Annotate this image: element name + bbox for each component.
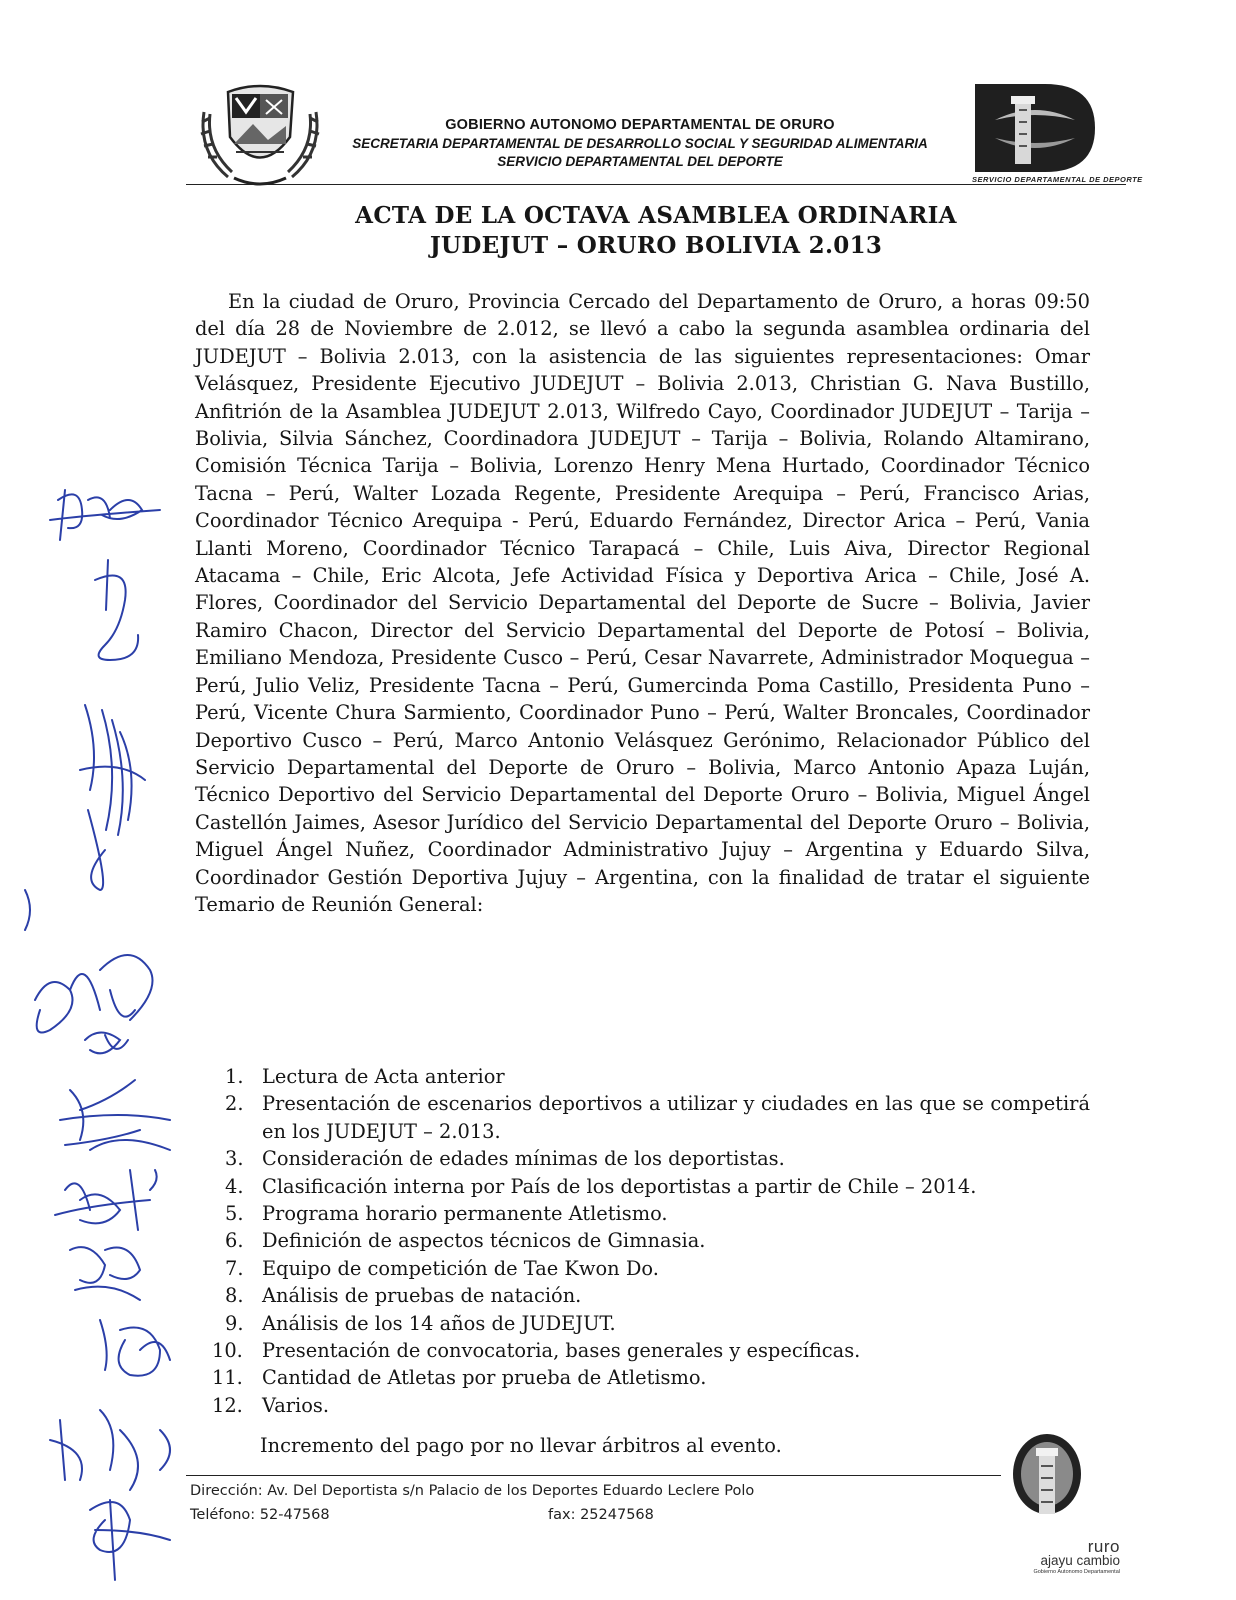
header-government-name: GOBIERNO AUTONOMO DEPARTAMENTAL DE ORURO [445, 117, 835, 133]
body-paragraph: En la ciudad de Oruro, Provincia Cercado del Departamento de Oruro, a horas 09:50 del día 28 de Noviembre de 2.012, se llevó a cabo la segunda asamblea ordinaria del JUDEJUT – Bolivia 2.013, con la asistencia de las siguientes representaciones: Omar Velásquez, Presidente Ejecutivo JUDEJUT – Bolivia 2.013, Christian G. Nava Bustillo, Anfitrión de la Asamblea JUDEJUT 2.013, Wilfredo Cayo, Coordinador JUDEJUT – Tarija – Bolivia, Silvia Sánchez, Coordinadora JUDEJUT – Tarija – Bolivia, Rolando Altamirano, Comisión Técnica Tarija – Bolivia, Lorenzo Henry Mena Hurtado, Coordinador Técnico Tacna – Perú, Walter Lozada Regente, Presidente Arequipa – Perú, Francisco Arias, Coordinador Técnico Arequipa - Perú, Eduardo Fernández, Director Arica – Perú, Vania Llanti Moreno, Coordinador Técnico Tarapacá – Chile, Luis Aiva, Director Regional Atacama – Chile, Eric Alcota, Jefe Actividad Física y Deportiva Arica – Chile, José A. Flores, Coordinador del Servicio Departamental del Deporte de Sucre – Bolivia, Javier Ramiro Chacon, Director del Servicio Departamental del Deporte de Potosí – Bolivia, Emiliano Mendoza, Presidente Cusco – Perú, Cesar Navarrete, Administrador Moquegua – Perú, Julio Veliz, Presidente Tacna – Perú, Gumercinda Poma Castillo, Presidenta Puno – Perú, Vicente Chura Sarmiento, Coordinador Puno – Perú, Walter Broncales, Coordinador Deportivo Cusco – Perú, Marco Antonio Velásquez Gerónimo, Relacionador Público del Servicio Departamental del Deporte de Oruro – Bolivia, Marco Antonio Apaza Luján, Técnico Deportivo del Servicio Departamental del Deporte Oruro – Bolivia, Miguel Ángel Castellón Jaimes, Asesor Jurídico del Servicio Departamental del Deporte Oruro – Bolivia, Miguel Ángel Nuñez, Coordinador Administrativo Jujuy – Argentina y Eduardo Silva, Coordinador Gestión Deportiva Jujuy – Argentina, con la finalidad de tratar el siguiente Temario de Reunión General: [195, 290, 1090, 916]
agenda-number: 5. [225, 1202, 244, 1226]
agenda-text: Clasificación interna por País de los deportistas a partir de Chile – 2014. [262, 1174, 977, 1198]
agenda-item [195, 1282, 1090, 1309]
agenda-item [195, 1090, 1090, 1145]
agenda-number: 9. [225, 1311, 244, 1335]
footer-address: Dirección: Av. Del Deportista s/n Palacio de los Deportes Eduardo Leclere Polo [190, 1483, 755, 1499]
agenda-number: 3. [225, 1147, 244, 1171]
right-logo-caption: SERVICIO DEPARTAMENTAL DE DEPORTE [972, 175, 1143, 184]
footer-logo-word-top: ruro [1087, 1537, 1120, 1556]
agenda-item [195, 1227, 1090, 1254]
agenda-number: 4. [225, 1174, 244, 1198]
oruro-lighthouse-logo-icon [1008, 1430, 1086, 1545]
sports-service-logo-icon [975, 80, 1100, 175]
agenda-number: 12. [212, 1393, 243, 1417]
agenda-text: Presentación de convocatoria, bases generales y específicas. [262, 1339, 861, 1363]
agenda-text: Varios. [262, 1393, 330, 1417]
agenda-number: 7. [225, 1256, 244, 1280]
header-divider [186, 184, 1126, 185]
agenda-item [195, 1173, 1090, 1200]
agenda-item [195, 1337, 1090, 1364]
footer-logo-caption: Gobierno Autonomo Departamental [1033, 1569, 1120, 1575]
agenda-item [195, 1145, 1090, 1172]
agenda-number: 8. [225, 1284, 244, 1308]
document-title: ACTA DE LA OCTAVA ASAMBLEA ORDINARIA [355, 202, 957, 229]
agenda-item [195, 1364, 1090, 1391]
footer-phone: Teléfono: 52-47568 [190, 1507, 330, 1523]
header [300, 117, 980, 169]
agenda-number: 1. [225, 1065, 244, 1088]
footer-fax: fax: 25247568 [548, 1507, 654, 1523]
document-subtitle: JUDEJUT – ORURO BOLIVIA 2.013 [429, 232, 883, 259]
header-secretariat: SECRETARIA DEPARTAMENTAL DE DESARROLLO SOCIAL Y SEGURIDAD ALIMENTARIA [352, 136, 928, 151]
agenda-text: Análisis de los 14 años de JUDEJUT. [262, 1311, 616, 1335]
agenda-item [195, 1063, 1090, 1090]
agenda-number: 6. [225, 1229, 244, 1253]
agenda-number: 2. [225, 1092, 244, 1116]
agenda-extra-note: Incremento del pago por no llevar árbitros al evento. [260, 1434, 782, 1457]
agenda-number: 11. [212, 1366, 243, 1390]
agenda-text: Presentación de escenarios deportivos a utilizar y ciudades en las que se competirá en los JUDEJUT – 2.013. [262, 1092, 1090, 1143]
footer-logo-text [985, 1537, 1120, 1575]
agenda-item [195, 1392, 1090, 1419]
agenda-number: 10. [212, 1339, 243, 1363]
agenda-text: Lectura de Acta anterior [262, 1065, 505, 1088]
agenda-list [195, 1063, 1090, 1419]
agenda-text: Consideración de edades mínimas de los deportistas. [262, 1147, 785, 1171]
footer-logo-word-main: ajayu cambio [1040, 1553, 1120, 1568]
agenda-item [195, 1200, 1090, 1227]
agenda-text: Definición de aspectos técnicos de Gimnasia. [262, 1229, 706, 1253]
agenda-text: Cantidad de Atletas por prueba de Atletismo. [262, 1366, 707, 1390]
agenda-text: Análisis de pruebas de natación. [262, 1284, 582, 1308]
agenda-item [195, 1255, 1090, 1282]
agenda-text: Equipo de competición de Tae Kwon Do. [262, 1256, 659, 1280]
footer-divider [186, 1475, 1001, 1476]
header-sports-service: SERVICIO DEPARTAMENTAL DEL DEPORTE [497, 154, 783, 169]
agenda-item [195, 1310, 1090, 1337]
agenda-text: Programa horario permanente Atletismo. [262, 1202, 668, 1226]
handwritten-signatures [10, 470, 200, 1590]
